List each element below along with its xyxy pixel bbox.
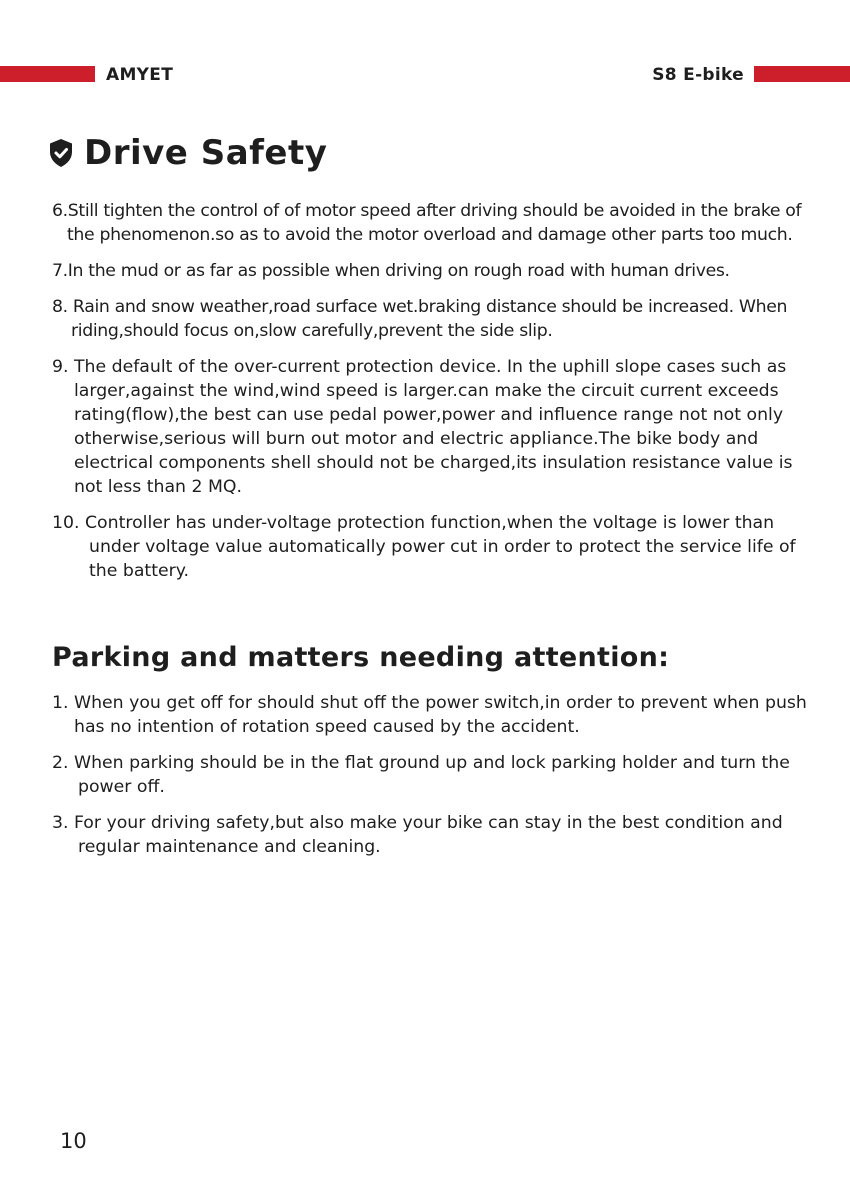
drive-safety-list (52, 199, 812, 595)
list-item: 9. The default of the over-current protection device. In the uphill slope cases such as larger,against the wind,wind speed is larger.can make the circuit current exceeds rating(flow),the best can use pedal power,power and influence range not not only otherwise,serious will burn out motor and electric appliance.The bike body and electrical components shell should not be charged,its insulation resistance value is not less than 2 MQ. (52, 357, 793, 497)
parking-list (52, 691, 812, 871)
list-item: 10. Controller has under-voltage protection function,when the voltage is lower than under voltage value automatically power cut in order to protect the service life of the battery. (52, 513, 796, 581)
list-item: 1. When you get off for should shut off the power switch,in order to prevent when push has no intention of rotation speed caused by the accident. (52, 693, 807, 737)
page-number: 10 (60, 1129, 87, 1153)
page-title: Drive Safety (84, 133, 328, 173)
header-accent-bar-right (754, 66, 850, 82)
shield-check-icon (48, 138, 74, 168)
drive-safety-heading (48, 129, 327, 177)
brand-name: AMYET (106, 65, 174, 85)
list-item: 8. Rain and snow weather,road surface wet.braking distance should be increased. When riding,should focus on,slow carefully,prevent the side slip. (52, 297, 788, 341)
list-item: 6.Still tighten the control of of motor speed after driving should be avoided in the brake of the phenomenon.so as to avoid the motor overload and damage other parts too much. (52, 201, 802, 245)
parking-heading: Parking and matters needing attention: (52, 642, 670, 673)
list-item: 2. When parking should be in the flat ground up and lock parking holder and turn the power off. (52, 753, 790, 797)
header-accent-bar-left (0, 66, 95, 82)
model-name: S8 E-bike (652, 65, 744, 85)
list-item: 3. For your driving safety,but also make your bike can stay in the best condition and regular maintenance and cleaning. (52, 813, 783, 857)
list-item: 7.In the mud or as far as possible when driving on rough road with human drives. (52, 261, 730, 281)
